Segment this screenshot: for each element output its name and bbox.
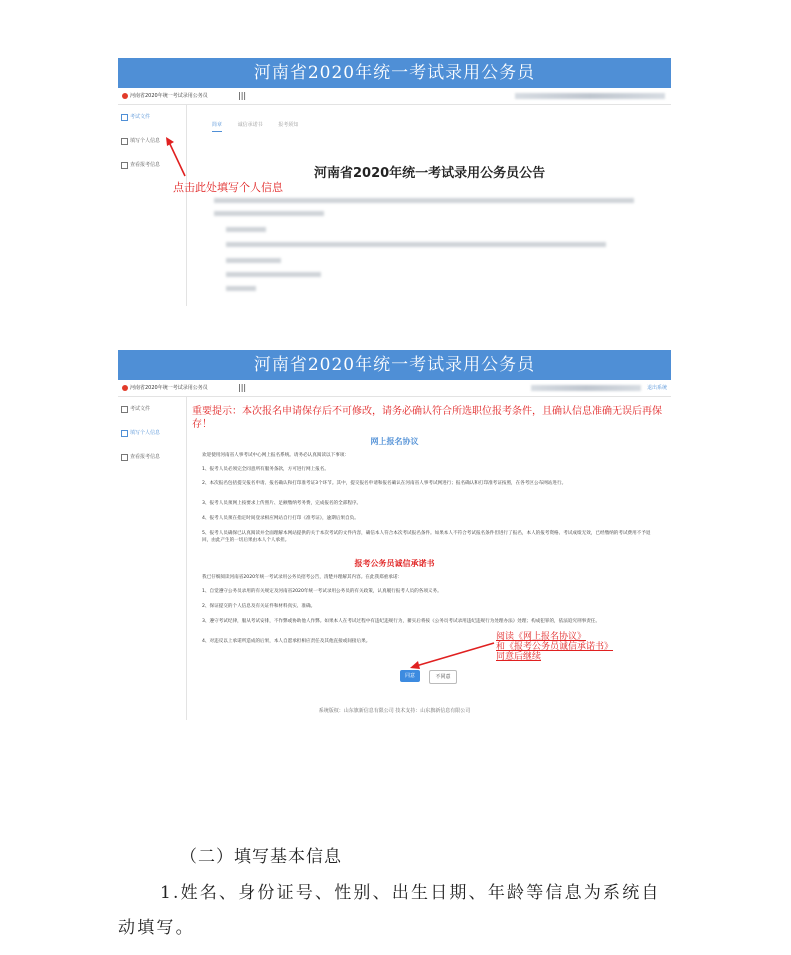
menu-toggle-icon[interactable]: |||: [238, 383, 247, 392]
blurred-text-line: [226, 227, 266, 232]
agree-button[interactable]: 同意: [400, 670, 420, 682]
sidebar-item-fill-personal-info[interactable]: 填写个人信息: [118, 129, 186, 153]
blurred-user-info: [531, 385, 641, 391]
protocol-item: 1、报考人员必须完全同意所有服务条款，方可进行网上报名。: [202, 467, 329, 472]
sidebar-item-exam-files[interactable]: 考试文件: [118, 397, 186, 421]
blurred-text-line: [226, 258, 281, 263]
list-icon: [121, 162, 128, 169]
logout-link[interactable]: 退出系统: [646, 385, 667, 391]
protocol-item: 4、报考人员须在指定时间登录相应网站自行打印《准考证》，逾期后果自负。: [202, 516, 359, 521]
annotation-arrow: [163, 136, 193, 181]
announcement-title: 河南省2020年统一考试录用公务员公告: [314, 166, 546, 181]
pledge-item: 我已仔细阅读河南省2020年统一考试录用公务员招考公告，清楚并理解其内容。在此我郑重承诺：: [202, 575, 403, 580]
annotation-fill-personal-info: 点击此处填写个人信息: [173, 181, 283, 194]
section-heading: （二）填写基本信息: [180, 847, 342, 867]
sidebar-item-exam-files[interactable]: 考试文件: [118, 105, 186, 129]
screenshot-personal-info-entry: [118, 58, 671, 306]
system-name: 河南省2020年统一考试录用公务员: [130, 93, 208, 99]
blurred-text-line: [214, 198, 634, 203]
body-paragraph: 1.姓名、身份证号、性别、出生日期、年龄等信息为系统自动填写。: [118, 883, 661, 938]
logo-icon: [122, 385, 128, 391]
sidebar-item-fill-personal-info[interactable]: 填写个人信息: [118, 421, 186, 445]
exam-banner: 河南省2020年统一考试录用公务员: [118, 350, 671, 380]
tab-pledge[interactable]: 诚信承诺书: [237, 122, 263, 128]
tab-notice[interactable]: 报考须知: [278, 122, 299, 128]
protocol-item: 欢迎使用河南省人事考试中心网上报名系统。请务必认真阅读以下事项：: [202, 453, 350, 458]
pledge-item: 3、遵守考试纪律，服从考试安排，不作弊或协助他人作弊。如果本人在考试过程中有违纪违规行为，蓄实后将按《公务员考试录用违纪违规行为处理办法》处理；构成犯罪的，依法追究刑事责任。: [202, 619, 600, 624]
content-tabs: [212, 121, 312, 128]
footer-copyright: 系统版权：山东旗新信息有限公司 技术支持：山东旗新信息有限公司: [318, 708, 471, 714]
tab-brochure[interactable]: 简章: [212, 122, 222, 132]
blurred-text-line: [214, 211, 324, 216]
disagree-button[interactable]: 不同意: [429, 670, 457, 684]
document-icon: [121, 114, 128, 121]
annotation-read-and-agree: 阅读《网上报名协议》 和《报考公务员诚信承诺书》 同意后继续: [496, 632, 614, 662]
protocol-item: 2、本次报名包括提交报名申请、报名确认和打印准考证3个环节。其中，提交报名申请和报名确认在河南省人事考试网进行；报名确认和打印准考证按照，在各考区公布网站进行。: [202, 481, 567, 486]
annotation-arrow: [408, 640, 498, 670]
blurred-text-line: [226, 242, 606, 247]
top-bar: [118, 380, 671, 397]
pledge-title: 报考公务员诚信承诺书: [354, 559, 435, 568]
blurred-text-line: [226, 272, 321, 277]
document-icon: [121, 406, 128, 413]
screenshot-agreement: [118, 350, 671, 720]
protocol-item: 5、报考人员确保已认真阅读并全面理解本网站提供的关于本次考试的文件内容，确信本人符合本次考试报名条件。如果本人不符合考试报名条件但进行了报名，本人的报考资格、考试成绩无效，已经缴纳的考试费用不予退回，由此产生的一切后果由本人个人承担。: [202, 531, 651, 543]
pledge-item: 2、保证提交的个人信息及有关证件和材料真实、准确。: [202, 604, 316, 609]
pledge-item: 4、对违反以上承诺所造成的后果，本人自愿承担相应责任及其他直接或间接后果。: [202, 639, 371, 644]
user-icon: [121, 138, 128, 145]
menu-toggle-icon[interactable]: |||: [238, 91, 247, 100]
blurred-text-line: [226, 286, 256, 291]
sidebar-item-view-application[interactable]: 查看报考信息: [118, 153, 186, 177]
system-name: 河南省2020年统一考试录用公务员: [130, 385, 208, 391]
exam-banner: 河南省2020年统一考试录用公务员: [118, 58, 671, 88]
pledge-item: 1、自觉遵守公务员录用的有关规定及河南省2020年统一考试录用公务员的有关政策，认真履行报考人员的各项义务。: [202, 589, 442, 594]
important-warning: 重要提示：本次报名申请保存后不可修改，请务必确认符合所选职位报考条件，且确认信息准确无误后再保存！: [192, 406, 662, 430]
sidebar-item-view-application[interactable]: 查看报考信息: [118, 445, 186, 469]
protocol-title: 网上报名协议: [370, 437, 419, 446]
logo-icon: [122, 93, 128, 99]
blurred-user-info: [515, 93, 665, 99]
list-icon: [121, 454, 128, 461]
protocol-item: 3、报考人员须网上按要求上传照片、足额缴纳考务费，完成报名的全部程序。: [202, 501, 362, 506]
top-bar: [118, 88, 671, 105]
